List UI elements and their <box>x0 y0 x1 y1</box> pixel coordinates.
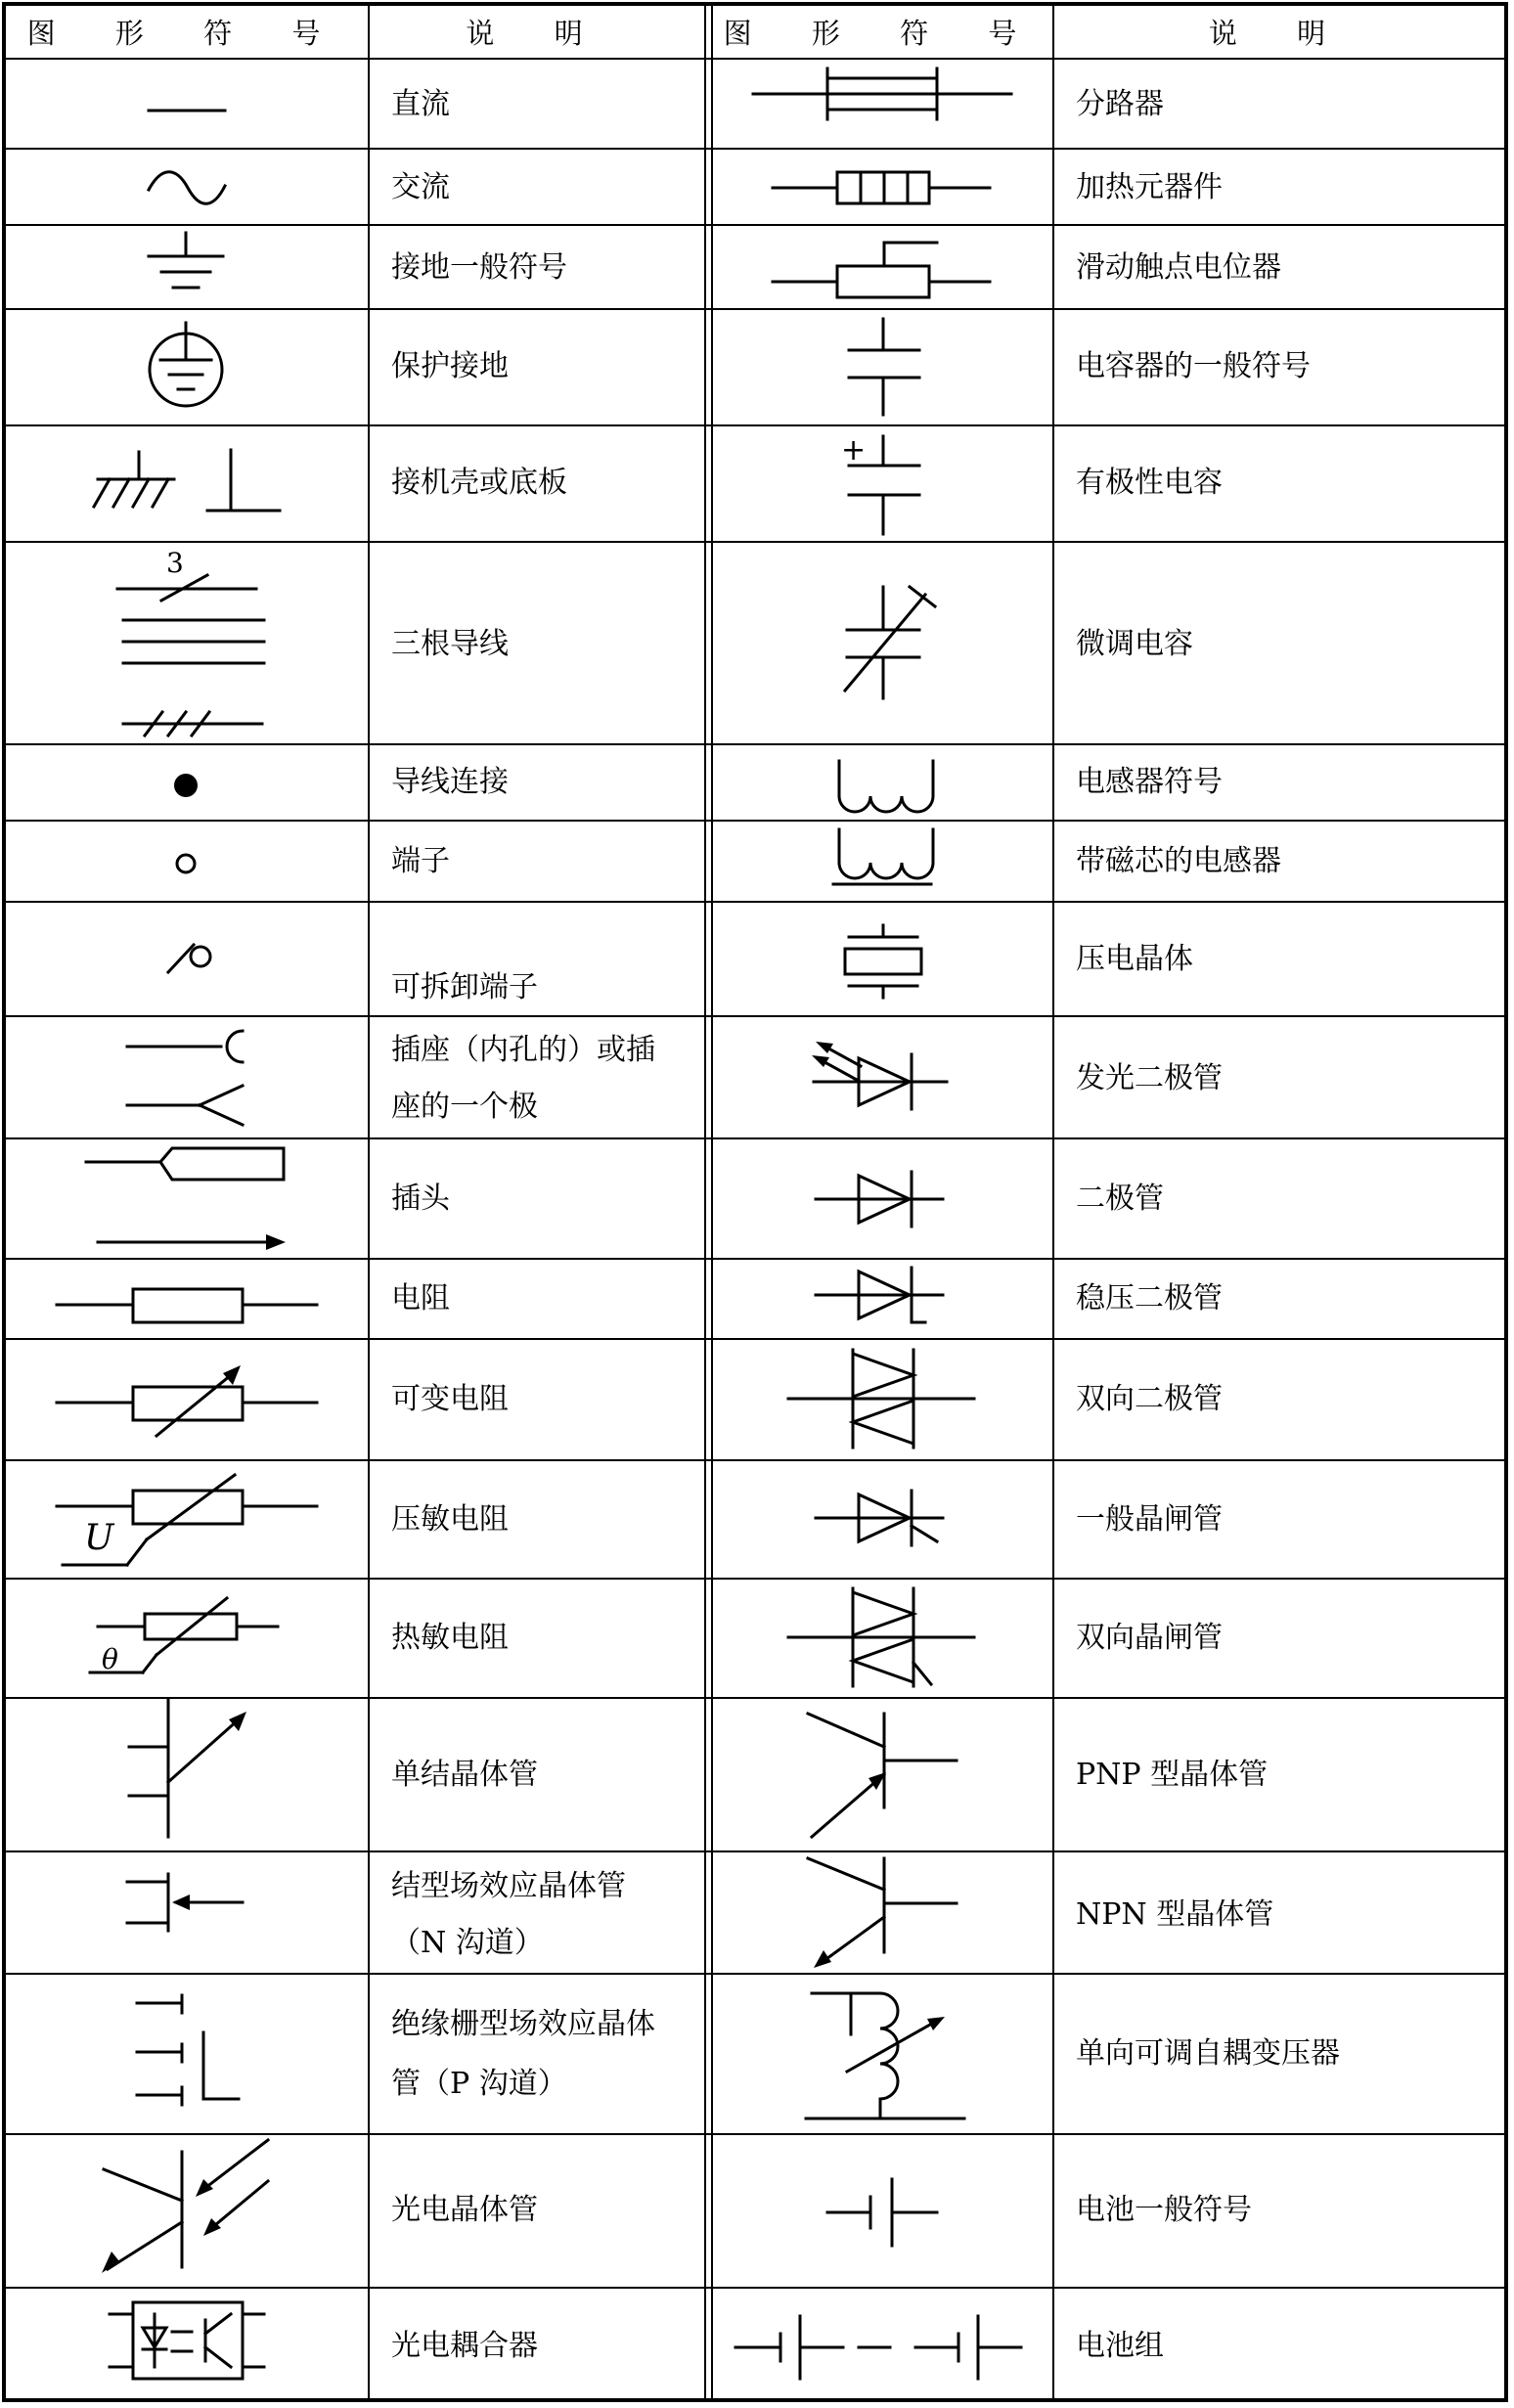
desc-variable-resistor: 可变电阻 <box>391 1382 509 1416</box>
led-icon <box>812 1042 947 1109</box>
desc-battery-pack: 电池组 <box>1076 2329 1164 2363</box>
desc-phototransistor: 光电晶体管 <box>391 2193 538 2227</box>
cored-inductor-icon <box>833 829 933 884</box>
desc-wire-junction: 导线连接 <box>391 765 509 799</box>
desc-polarized-capacitor: 有极性电容 <box>1076 466 1223 500</box>
desc-mosfet-line1: 绝缘栅型场效应晶体 <box>391 2007 655 2041</box>
desc-battery: 电池一般符号 <box>1076 2193 1252 2227</box>
capacitor-icon <box>849 319 919 415</box>
desc-led: 发光二极管 <box>1076 1061 1223 1095</box>
desc-capacitor: 电容器的一般符号 <box>1076 349 1311 383</box>
diode-icon <box>816 1172 943 1226</box>
thyristor-icon <box>816 1491 943 1545</box>
desc-socket-line1: 插座（内孔的）或插 <box>391 1033 655 1067</box>
desc-ujt: 单结晶体管 <box>391 1758 538 1792</box>
battery-icon <box>827 2179 937 2246</box>
desc-protective-ground: 保护接地 <box>391 349 509 383</box>
desc-three-wires: 三根导线 <box>391 627 509 661</box>
thermistor-label: θ <box>102 1643 118 1675</box>
desc-varistor: 压敏电阻 <box>391 1502 509 1537</box>
desc-diode: 二极管 <box>1076 1182 1164 1216</box>
polarized-plus-label: + <box>841 433 867 468</box>
header-symbol-right: 图 形 符 号 <box>723 17 1043 50</box>
desc-pnp: PNP 型晶体管 <box>1076 1758 1269 1792</box>
diac-icon <box>788 1350 974 1448</box>
desc-potentiometer: 滑动触点电位器 <box>1076 250 1281 285</box>
desc-resistor: 电阻 <box>391 1281 450 1315</box>
desc-shunt: 分路器 <box>1076 87 1164 121</box>
desc-inductor: 电感器符号 <box>1076 765 1223 799</box>
trimmer-capacitor-icon <box>845 587 935 698</box>
desc-thyristor: 一般晶闸管 <box>1076 1502 1223 1537</box>
inductor-icon <box>839 761 933 812</box>
desc-chassis: 接机壳或底板 <box>391 466 567 500</box>
shunt-icon <box>753 68 1011 119</box>
three-wires-label: 3 <box>166 547 184 579</box>
desc-cored-inductor: 带磁芯的电感器 <box>1076 844 1281 878</box>
desc-ground: 接地一般符号 <box>391 250 567 285</box>
desc-diac: 双向二极管 <box>1076 1382 1223 1416</box>
desc-mosfet-line2: 管（P 沟道） <box>391 2067 567 2101</box>
header-symbol-left: 图 形 符 号 <box>26 17 346 50</box>
potentiometer-icon <box>773 243 990 297</box>
autotransformer-icon <box>806 1993 964 2118</box>
desc-heating-element: 加热元器件 <box>1076 170 1223 204</box>
desc-npn: NPN 型晶体管 <box>1076 1897 1274 1932</box>
triac-icon <box>788 1588 974 1686</box>
pnp-transistor-icon <box>808 1714 957 1837</box>
desc-piezo: 压电晶体 <box>1076 942 1193 976</box>
varistor-label: U <box>84 1518 114 1558</box>
battery-pack-icon <box>735 2316 1021 2379</box>
desc-jfet-line1: 结型场效应晶体管 <box>391 1869 626 1903</box>
zener-diode-icon <box>816 1268 943 1322</box>
piezo-crystal-icon <box>845 925 921 998</box>
desc-socket-line2: 座的一个极 <box>391 1090 538 1124</box>
desc-ac: 交流 <box>391 170 450 204</box>
desc-optocoupler: 光电耦合器 <box>391 2329 538 2363</box>
npn-transistor-icon <box>808 1858 957 1968</box>
desc-triac: 双向晶闸管 <box>1076 1621 1223 1655</box>
heating-element-icon <box>773 172 990 203</box>
desc-autotransformer: 单向可调自耦变压器 <box>1076 2036 1340 2071</box>
header-desc-right: 说 明 <box>1208 17 1352 50</box>
desc-zener: 稳压二极管 <box>1076 1281 1223 1315</box>
desc-dc: 直流 <box>391 87 450 121</box>
desc-jfet-line2: （N 沟道） <box>391 1926 544 1960</box>
header-desc-left: 说 明 <box>466 17 608 50</box>
desc-terminal: 端子 <box>391 844 450 878</box>
desc-thermistor: 热敏电阻 <box>391 1621 509 1655</box>
desc-plug: 插头 <box>391 1182 450 1216</box>
desc-trimmer-capacitor: 微调电容 <box>1076 627 1193 661</box>
desc-detachable-terminal: 可拆卸端子 <box>391 970 538 1004</box>
